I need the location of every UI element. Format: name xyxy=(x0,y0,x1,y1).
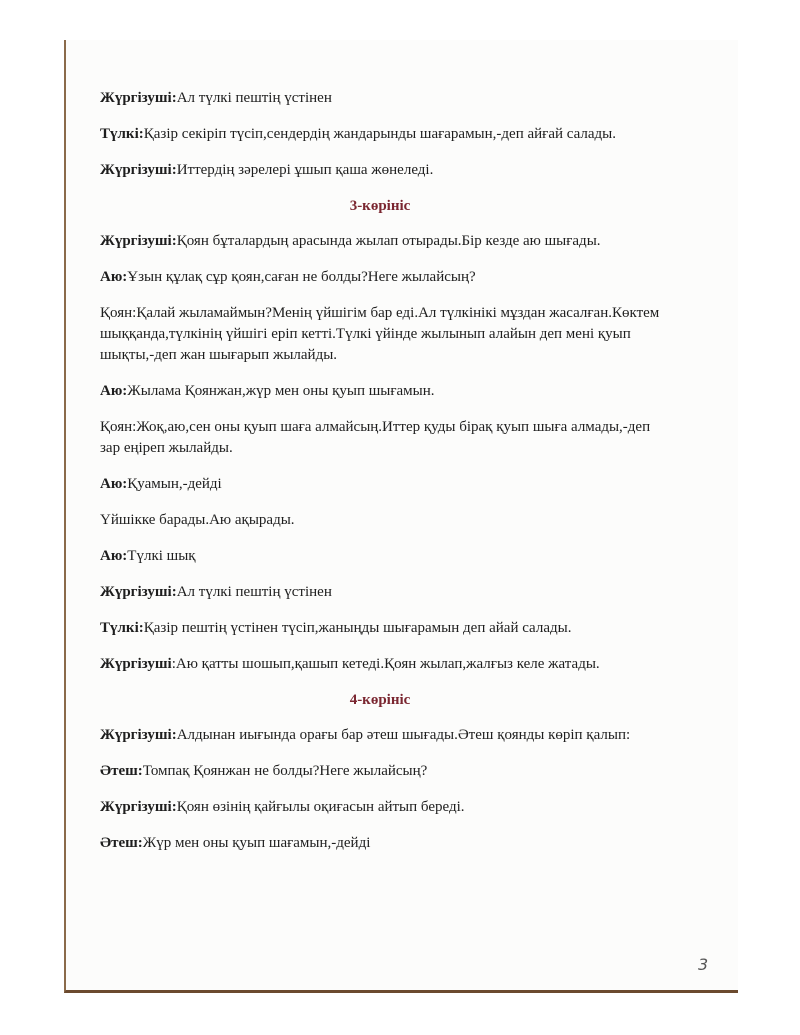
speaker: Жүргізуші: xyxy=(100,799,177,815)
line-text: :Аю қатты шошып,қашып кетеді.Қоян жылап,жалғыз келе жатады. xyxy=(171,656,600,672)
dialogue-line xyxy=(100,546,660,567)
line-text: Ал түлкі пештің үстінен xyxy=(176,584,332,600)
line-text: Қазір секіріп түсіп,сендердің жандарынды шағарамын,-деп айғай салады. xyxy=(143,126,616,142)
dialogue-line xyxy=(100,510,660,531)
line-text: Түлкі шық xyxy=(127,548,196,564)
speaker: Түлкі: xyxy=(100,126,144,142)
line-text: Иттердің зәрелері ұшып қаша жөнеледі. xyxy=(176,162,434,178)
dialogue-line xyxy=(100,231,660,252)
dialogue-line xyxy=(100,761,660,782)
line-text: Қоян өзінің қайғылы оқиғасын айтып береді. xyxy=(176,799,465,815)
line-text: Жүр мен оны қуып шағамын,-дейді xyxy=(142,835,371,851)
dialogue-line xyxy=(100,267,660,288)
dialogue-line xyxy=(100,303,660,366)
line-text: Қуамын,-дейді xyxy=(127,476,222,492)
scene-heading: 3-көрініс xyxy=(349,198,411,214)
dialogue-line xyxy=(100,474,660,495)
dialogue-line xyxy=(100,618,660,639)
dialogue-line xyxy=(100,654,660,675)
speaker: Жүргізуші: xyxy=(100,584,177,600)
dialogue-line xyxy=(100,381,660,402)
speaker: Жүргізуші: xyxy=(100,233,177,249)
speaker: Әтеш: xyxy=(100,835,143,851)
speaker: Аю: xyxy=(100,269,128,285)
speaker: Жүргізуші xyxy=(100,656,172,672)
dialogue-line xyxy=(100,160,660,181)
line-text: Ұзын құлақ сұр қоян,саған не болды?Неге жылайсың? xyxy=(127,269,476,285)
line-text: Томпақ Қоянжан не болды?Неге жылайсың? xyxy=(142,763,428,779)
line-text: Ал түлкі пештің үстінен xyxy=(176,90,332,106)
script-text xyxy=(100,88,660,869)
line-text: Қоян:Қалай жыламаймын?Менің үйшігім бар еді.Ал түлкінікі мұздан жасалған.Көктем шыққанда,түлкінің үйшігі еріп кетті.Түлкі үйінде жылынып алайын деп мені қуып шықты,-деп жан шығарып жылайды. xyxy=(100,305,660,363)
page-number: 3 xyxy=(698,955,709,974)
speaker: Аю: xyxy=(100,548,128,564)
speaker: Жүргізуші: xyxy=(100,90,177,106)
line-text: Қазір пештің үстінен түсіп,жаныңды шығарамын деп айай салады. xyxy=(143,620,572,636)
speaker: Жүргізуші: xyxy=(100,162,177,178)
line-text: Қоян бұталардың арасында жылап отырады.Бір кезде аю шығады. xyxy=(176,233,601,249)
dialogue-line xyxy=(100,833,660,854)
line-text: Алдынан иығында орағы бар әтеш шығады.Әтеш қоянды көріп қалып: xyxy=(176,727,631,743)
scene-heading: 4-көрініс xyxy=(349,692,411,708)
speaker: Аю: xyxy=(100,476,128,492)
dialogue-line xyxy=(100,124,660,145)
dialogue-line xyxy=(100,88,660,109)
speaker: Әтеш: xyxy=(100,763,143,779)
dialogue-line xyxy=(100,582,660,603)
speaker: Түлкі: xyxy=(100,620,144,636)
dialogue-line xyxy=(100,725,660,746)
line-text: Жылама Қоянжан,жүр мен оны қуып шығамын. xyxy=(127,383,435,399)
dialogue-line xyxy=(100,797,660,818)
line-text: Қоян:Жоқ,аю,сен оны қуып шаға алмайсың.Иттер қуды бірақ қуып шыға алмады,-деп зар еңіреп жылайды. xyxy=(100,419,651,456)
line-text: Үйшікке барады.Аю ақырады. xyxy=(100,512,295,528)
speaker: Аю: xyxy=(100,383,128,399)
speaker: Жүргізуші: xyxy=(100,727,177,743)
dialogue-line xyxy=(100,417,660,459)
